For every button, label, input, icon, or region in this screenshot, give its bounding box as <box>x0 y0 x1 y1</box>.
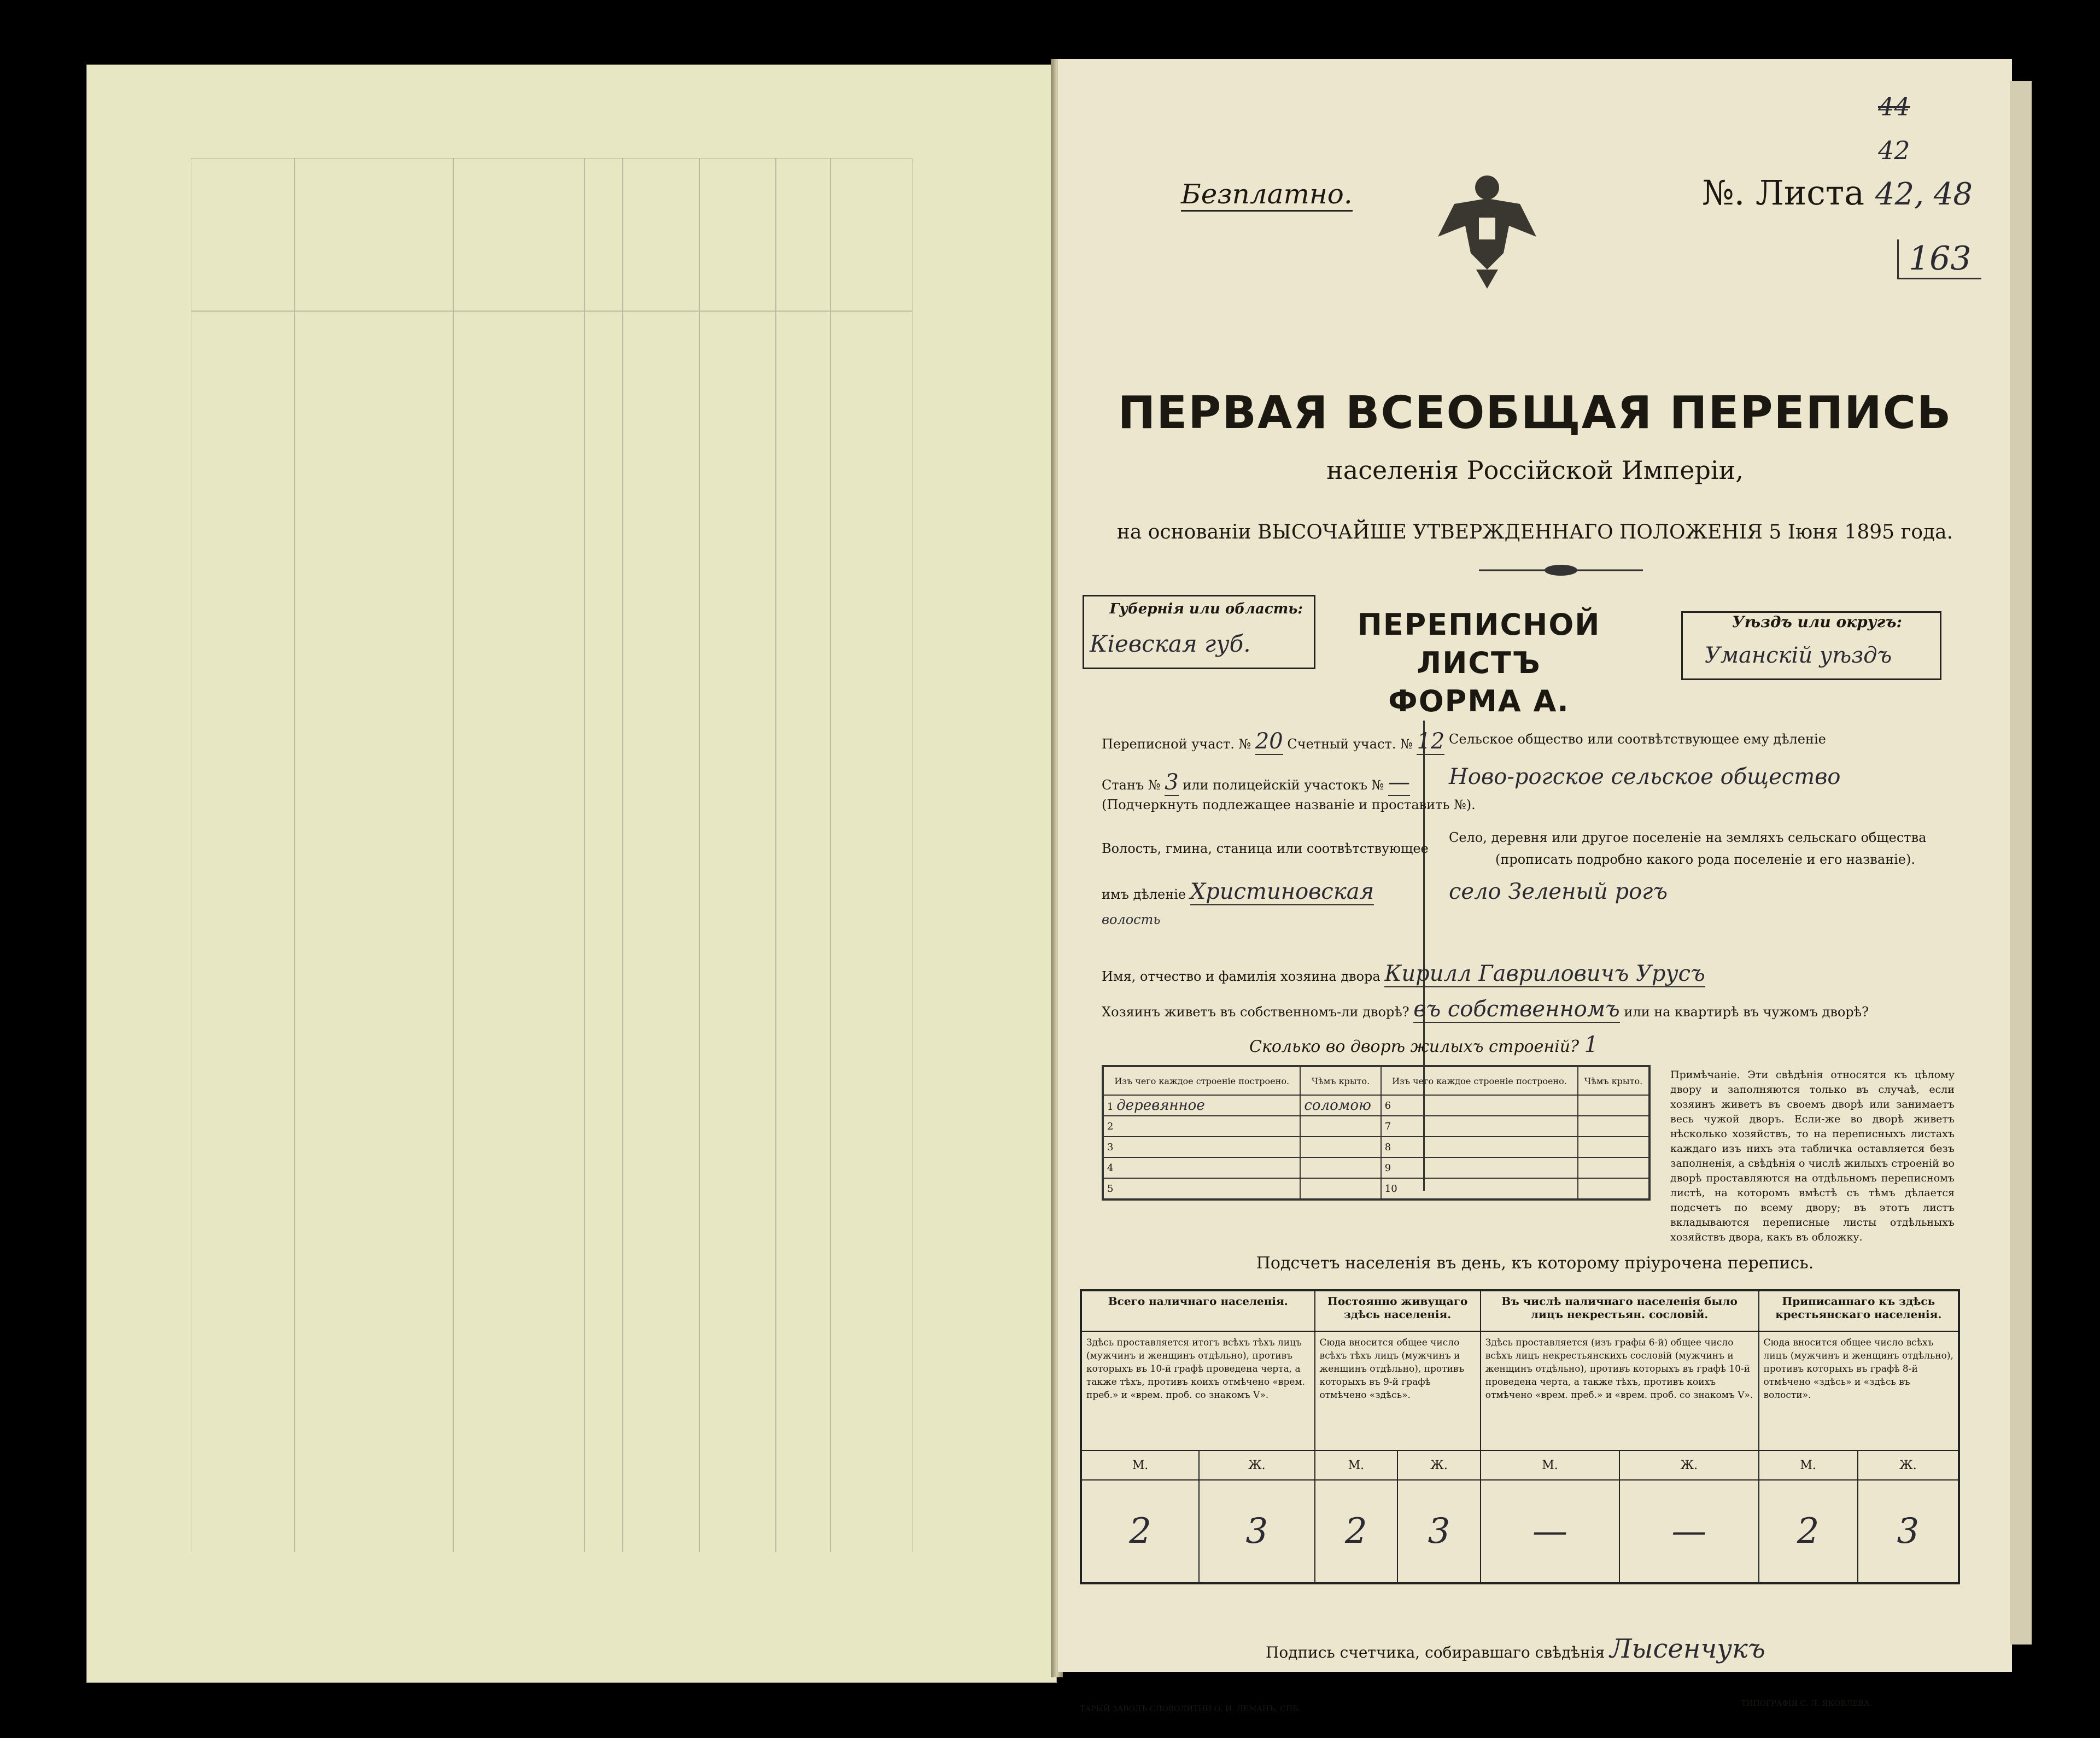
signature-value: Лысенчукъ <box>1610 1634 1765 1664</box>
sheet-number-value: 42, 48 <box>1875 177 1973 212</box>
form-title-line1: ПЕРЕПИСНОЙ ЛИСТЪ <box>1357 607 1601 680</box>
building-cell: 3 <box>1103 1137 1300 1157</box>
count-col-2-desc: Сюда вносится общее число всѣхъ тѣхъ лицъ (мужчинъ и женщинъ отдѣльно), противъ которыхъ въ 9-й графѣ отмѣчено «здѣсь». <box>1315 1331 1481 1450</box>
uezd-box <box>1681 611 1941 680</box>
lives-label: Хозяинъ живетъ въ собственномъ-ли дворѣ? <box>1102 1004 1409 1020</box>
printer-imprint-right: ТИПОГРАФІЯ С. Л. ЯКОВЛЕВА. <box>1741 1699 1872 1708</box>
buildings-count-row <box>1249 1032 1598 1057</box>
corner-number-struck: 44 <box>1878 92 1910 121</box>
roof-cell <box>1300 1157 1380 1178</box>
count-1-male: 2 <box>1081 1480 1199 1583</box>
count-col-4-desc: Сюда вносится общее число всѣхъ лицъ (мужчинъ и женщинъ отдѣльно), противъ которыхъ въ графѣ 8-й отмѣчено «здѣсь» и «здѣсь въ волости». <box>1759 1331 1959 1450</box>
count-4-male: 2 <box>1759 1480 1858 1583</box>
volost-row <box>1102 879 1374 904</box>
owner-label: Имя, отчество и фамилія хозяина двора <box>1102 969 1380 984</box>
roof-cell: соломою <box>1300 1095 1380 1116</box>
roof-cell <box>1578 1157 1649 1178</box>
volost-label-2: имъ дѣленіе <box>1102 887 1186 902</box>
roof-cell <box>1300 1178 1380 1199</box>
count-4-female: 3 <box>1858 1480 1959 1583</box>
gubernia-value: Кіевская губ. <box>1090 630 1251 657</box>
counting-district-value: 12 <box>1417 729 1445 754</box>
left-page <box>86 65 1057 1683</box>
census-form-page <box>1058 59 2012 1713</box>
male-label: М. <box>1315 1450 1398 1480</box>
volost-value: Христиновская <box>1190 879 1374 904</box>
table-row <box>1103 1095 1649 1116</box>
underline-note: (Подчеркнуть подлежащее названіе и проставить №). <box>1102 797 1476 812</box>
building-cell: 5 <box>1103 1178 1300 1199</box>
count-3-female: — <box>1619 1480 1758 1583</box>
district-row <box>1102 729 1444 754</box>
volost-value-2: волость <box>1102 912 1161 927</box>
table-row <box>1103 1137 1649 1157</box>
roof-cell <box>1578 1137 1649 1157</box>
table-row <box>1103 1157 1649 1178</box>
female-label: Ж. <box>1397 1450 1481 1480</box>
free-label: Безплатно. <box>1181 178 1353 212</box>
building-cell: 7 <box>1381 1116 1578 1137</box>
building-cell: 8 <box>1381 1137 1578 1157</box>
table-row <box>1103 1116 1649 1137</box>
counting-district-label: Счетный участ. № <box>1287 736 1413 752</box>
table-row <box>1103 1178 1649 1199</box>
male-label: М. <box>1481 1450 1619 1480</box>
form-decree-line: на основаніи ВЫСОЧАЙШЕ УТВЕРЖДЕННАГО ПОЛОЖЕНІЯ 5 Іюня 1895 года. <box>1116 521 1953 543</box>
page-stack-edge <box>2010 81 2032 1645</box>
buildings-count-label: Сколько во дворѣ жилыхъ строеній? <box>1249 1037 1580 1056</box>
male-label: М. <box>1759 1450 1858 1480</box>
material-header: Изъ чего каждое строеніе построено. <box>1103 1067 1300 1095</box>
building-cell: 1 деревянное <box>1103 1095 1300 1116</box>
society-value: Ново-рогское сельское общество <box>1449 764 1841 789</box>
buildings-table <box>1102 1065 1651 1201</box>
female-label: Ж. <box>1619 1450 1758 1480</box>
buildings-note: Примѣчаніе. Эти свѣдѣнія относятся къ цѣлому двору и заполняются только въ случаѣ, если хозяинъ живетъ въ своемъ дворѣ или занимаетъ весь чужой дворъ. Если-же во дворѣ живетъ нѣсколько хозяйствъ, то на переписныхъ листахъ каждаго изъ нихъ эта табличка оставляется безъ заполненія, а свѣдѣнія о числѣ жилыхъ строеній во дворѣ проставляются на отдѣльномъ переписномъ листѣ, на которомъ вмѣстѣ съ тѣмъ дѣлается подсчетъ по всему двору; въ этотъ листъ вкладываются переписные листы отдѣльныхъ хозяйствъ двора, какъ въ обложку. <box>1670 1069 1955 1243</box>
enumerator-signature <box>1266 1634 1765 1664</box>
lives-row <box>1102 997 1869 1022</box>
form-title-line2: ФОРМА А. <box>1388 684 1570 718</box>
lives-value: въ собственномъ <box>1413 997 1620 1022</box>
imperial-eagle-emblem <box>1432 166 1542 291</box>
building-cell: 4 <box>1103 1157 1300 1178</box>
census-district-value: 20 <box>1255 729 1283 754</box>
corner-number: 42 <box>1878 136 1910 165</box>
building-cell: 6 <box>1381 1095 1578 1116</box>
stan-value: 3 <box>1165 770 1179 795</box>
roof-cell <box>1300 1116 1380 1137</box>
police-value: — <box>1388 770 1410 795</box>
roof-cell <box>1300 1137 1380 1157</box>
form-subtitle: населенія Россійской Имперіи, <box>1326 455 1744 485</box>
society-label: Сельское общество или соотвѣтствующее ему дѣленіе <box>1449 732 1826 747</box>
count-title: Подсчетъ населенія въ день, къ которому пріурочена перепись. <box>1256 1254 1814 1273</box>
count-value-row <box>1081 1480 1959 1583</box>
count-col-4-header: Приписаннаго къ здѣсь крестьянскаго населенія. <box>1759 1290 1959 1331</box>
stan-label: Станъ № <box>1102 777 1161 793</box>
volost-label: Волость, гмина, станица или соотвѣтствующее <box>1102 841 1429 856</box>
census-district-label: Переписной участ. № <box>1102 736 1251 752</box>
count-col-2-header: Постоянно живущаго здѣсь населенія. <box>1315 1290 1481 1331</box>
uezd-label: Уѣздъ или округъ: <box>1732 613 1902 631</box>
village-value: село Зеленый рогъ <box>1449 879 1668 904</box>
count-col-1-desc: Здѣсь проставляется итогъ всѣхъ тѣхъ лицъ (мужчинъ и женщинъ отдѣльно), противъ которыхъ въ 10-й графѣ проведена черта, а также тѣхъ, противъ коихъ отмѣчено «врем. преб.» и «врем. проб. со знакомъ V». <box>1081 1331 1315 1450</box>
roof-cell <box>1578 1178 1649 1199</box>
material-header-2: Изъ чего каждое строеніе построено. <box>1381 1067 1578 1095</box>
count-col-3-header: Въ числѣ наличнаго населенія было лицъ некрестьян. сословій. <box>1481 1290 1759 1331</box>
form-main-title: ПЕРВАЯ ВСЕОБЩАЯ ПЕРЕПИСЬ <box>1118 387 1952 439</box>
village-label: Село, деревня или другое поселеніе на земляхъ сельскаго общества <box>1449 830 1927 845</box>
lives-label-2: или на квартирѣ въ чужомъ дворѣ? <box>1624 1004 1869 1020</box>
police-label: или полицейскій участокъ № <box>1183 777 1384 793</box>
buildings-count-value: 1 <box>1584 1032 1599 1057</box>
count-col-3-desc: Здѣсь проставляется (изъ графы 6-й) общее число всѣхъ лицъ некрестьянскихъ сословій (мужчинъ и женщинъ отдѣльно), противъ которыхъ въ графѣ 10-й проведена черта, а также тѣхъ, противъ коихъ отмѣчено «врем. преб.» и «врем. проб. со знакомъ V». <box>1481 1331 1759 1450</box>
count-3-male: — <box>1481 1480 1619 1583</box>
archive-number: 163 <box>1897 239 1981 279</box>
count-2-female: 3 <box>1397 1480 1481 1583</box>
count-2-male: 2 <box>1315 1480 1398 1583</box>
buildings-header-row <box>1103 1067 1649 1095</box>
roof-header-2: Чѣмъ крыто. <box>1578 1067 1649 1095</box>
divider-ornament <box>1479 559 1643 581</box>
stan-row <box>1102 770 1410 795</box>
building-cell: 2 <box>1103 1116 1300 1137</box>
roof-header: Чѣмъ крыто. <box>1300 1067 1380 1095</box>
female-label: Ж. <box>1858 1450 1959 1480</box>
count-col-1-header: Всего наличнаго населенія. <box>1081 1290 1315 1331</box>
building-cell: 9 <box>1381 1157 1578 1178</box>
form-type-title <box>1309 606 1648 721</box>
ghost-ledger-grid <box>191 158 912 1552</box>
count-1-female: 3 <box>1199 1480 1314 1583</box>
printer-imprint-left: ТАРЫЙ ЗАВОДЪ СЛОВОЛИТНИ О. И. ЛЕМАНЪ, СПБ. <box>1080 1705 1301 1713</box>
owner-row <box>1102 961 1705 986</box>
female-label: Ж. <box>1199 1450 1314 1480</box>
gubernia-box <box>1083 595 1315 669</box>
sheet-number <box>1702 173 1973 213</box>
population-count-table <box>1080 1289 1960 1584</box>
uezd-value: Уманскій уѣздъ <box>1705 643 1892 668</box>
roof-cell <box>1578 1116 1649 1137</box>
gubernia-label: Губернія или область: <box>1109 601 1303 617</box>
count-header-row <box>1081 1290 1959 1331</box>
village-note: (прописать подробно какого рода поселеніе и его названіе). <box>1495 852 1915 867</box>
signature-label: Подпись счетчика, собиравшаго свѣдѣнія <box>1266 1643 1605 1661</box>
sheet-number-label: №. Листа <box>1702 173 1865 213</box>
male-label: М. <box>1081 1450 1199 1480</box>
owner-value: Кирилл Гавриловичъ Урусъ <box>1384 961 1705 986</box>
building-cell: 10 <box>1381 1178 1578 1199</box>
count-desc-row <box>1081 1331 1959 1450</box>
count-mf-row <box>1081 1450 1959 1480</box>
roof-cell <box>1578 1095 1649 1116</box>
